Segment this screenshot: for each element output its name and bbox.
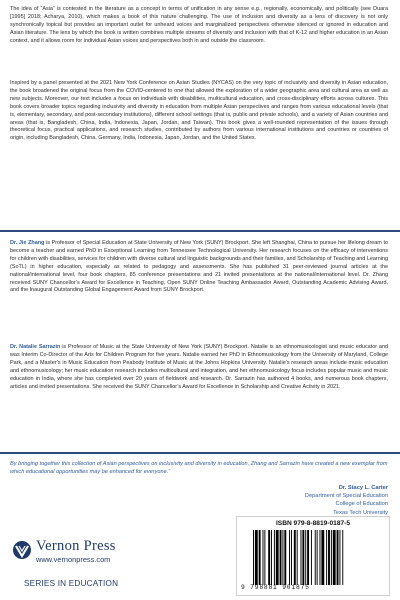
barcode-bar	[291, 530, 292, 585]
barcode-bar	[317, 530, 318, 585]
barcode-bar	[276, 530, 279, 585]
barcode-bar	[289, 530, 290, 585]
reviewer-name: Dr. Stacy L. Carter	[338, 485, 388, 491]
barcode-bar	[268, 530, 270, 585]
barcode-block	[236, 516, 390, 596]
barcode-bar	[342, 530, 343, 585]
barcode-bars	[251, 530, 383, 585]
publisher-brand: Vernon Press	[36, 538, 116, 554]
bio-name: Dr. Jie Zhang	[10, 240, 45, 246]
intro-paragraph-1: The idea of “Asia” is contested in the literature as a concept in terms of unification in any sense e.g., regionally, economically, and politically (see Duara [1995] 2018; Acharya, 2010), which makes a book of this nature challenging. The use of inclusion and diversity as a lens of discovery is not only synchronically topical but provides an important outlet for unheard voices and marginalized perspectives otherwise silenced or ignored in education and Asian literature. The lens by which the book is written combines multiple streams of diversity and inclusion with that of K-12 and higher education in an Asian context, and it allows room for individual Asian voices and perspectives both in and outside the classroom.	[10, 6, 388, 44]
bio-name: Dr. Natalie Sarrazin	[10, 344, 61, 350]
section-divider-bottom	[0, 452, 400, 454]
barcode-bar	[284, 530, 286, 585]
reviewer-department: Department of Special Education	[304, 493, 388, 500]
bio-jie-zhang	[10, 240, 388, 295]
barcode-bar	[307, 530, 309, 585]
barcode-bar	[271, 530, 272, 585]
barcode-bar	[302, 530, 304, 585]
barcode-bar	[294, 530, 296, 585]
barcode-bar	[315, 530, 316, 585]
bio-text: is Professor of Music at the State University of New York (SUNY) Brockport. Natalie is an ethnomusicologist and music educator and was Interim Co-Director of the Arts for Children Program for five years. Natalie earned her PhD in Ethnomusicology from the University of Maryland, College Park, and a Master’s in Music Education from Peabody Institute of Music at the Johns Hopkins University. Natalie’s research areas include music education and ethnomusicology; her music education research includes multicultural and integration, and her ethnomusicology focus includes popular music and music education in India, where she has completed over 20 years of fieldwork and research. Dr. Sarrazin has authored 4 books, and numerous book chapters, articles and invited presentations. She received the SUNY Chancellor’s Award for Excellence in Scholarship and Creative Activity in 2021.	[10, 344, 388, 390]
section-divider-top	[0, 230, 400, 232]
barcode-bar	[264, 530, 265, 585]
barcode-bar	[259, 530, 261, 585]
barcode-bar	[274, 530, 275, 585]
barcode-bar	[280, 530, 282, 585]
barcode-bar	[263, 530, 264, 585]
barcode-bar	[326, 530, 327, 585]
barcode-bar	[301, 530, 302, 585]
publisher-url: www.vernonpress.com	[36, 555, 111, 564]
barcode-bar	[321, 530, 324, 585]
isbn-label: ISBN 979-8-8819-0187-5	[275, 520, 351, 527]
barcode-bar	[320, 530, 321, 585]
barcode-bar	[305, 530, 306, 585]
bio-text: is Professor of Special Education at State University of New York (SUNY) Brockport. She left Shanghai, China to pursue her lifelong dream to become a teacher and earned PhD in Exceptional Learning from Tennessee Technological University. Her research focuses on the efficacy of interventions for children with disabilities, services for children with diverse cultural and linguistic backgrounds and their families, and Scholarship of Teaching and Learning (SoTL) in higher education, especially as related to pedagogy and assessments. She has published 31 peer-reviewed journal articles at the national/international level, four book chapters, 85 conference presentations and 21 invited presentations at the national/international level. Dr. Zhang received SUNY Chancellor’s Award for Excellence in Teaching, Open SUNY Online Teaching Ambassador Award, Outstanding Academic Advising Award, and the Inaugural Outstanding Global Engagement Award from SUNY Brockport.	[10, 240, 389, 294]
intro-paragraph-2: Inspired by a panel presented at the 2021 New York Conference on Asian Studies (NYCAS) on the very topic of inclusivity and diversity in Asian education, the book broadened the original focus from the COVID-centered to one that allowed the exploration of a wider geographic area and cultural area as well as new subjects. Moreover, our text includes a focus on individuals with disabilities, multicultural education, and cross-disciplinary efforts across cultures. This book covers broader topics regarding inclusivity and diversity in education from multiple Asian perspectives and ranges from various educational levels (that is, elementary, secondary, and post-secondary institutions), different school settings (that is, public and private schools), and a variety of Asian countries and areas (that is, Bangladesh, China, India, Indonesia, Japan, Jordan, and Taiwan). This book gives a well-rounded representation of the issues through theoretical focus, practical applications, and research studies, contributed by authors from various international institutions and countries or countries of origin, including Bangladesh, China, Germany, India, Indonesia, Japan, Jordan, and the United States.	[10, 80, 388, 142]
series-name: SERIES IN EDUCATION	[24, 579, 119, 588]
barcode-bar	[328, 530, 330, 585]
barcode-bar	[337, 530, 339, 585]
barcode-digits: 9 798881 901875	[241, 584, 310, 591]
endorsement-attribution	[305, 484, 388, 517]
publisher-logo	[12, 538, 172, 594]
endorsement-quote: By bringing together this collection of Asian perspectives on inclusivity and diversity in education, Zhang and Sarrazin have created a new exemplar from which educational opportunities may be enhanced for everyone.”	[10, 461, 388, 475]
barcode-bar	[311, 530, 312, 585]
reviewer-university: Texas Tech University	[333, 509, 388, 516]
barcode-bar	[282, 530, 283, 585]
vernon-press-logo-icon	[12, 540, 32, 560]
barcode-bar	[331, 530, 332, 585]
bio-natalie-sarrazin	[10, 344, 388, 391]
barcode-bar	[339, 530, 340, 585]
reviewer-college: College of Education	[335, 501, 388, 508]
barcode-bar	[333, 530, 336, 585]
barcode-bar	[253, 530, 254, 585]
barcode-bar	[297, 530, 298, 585]
barcode-bar	[255, 530, 258, 585]
